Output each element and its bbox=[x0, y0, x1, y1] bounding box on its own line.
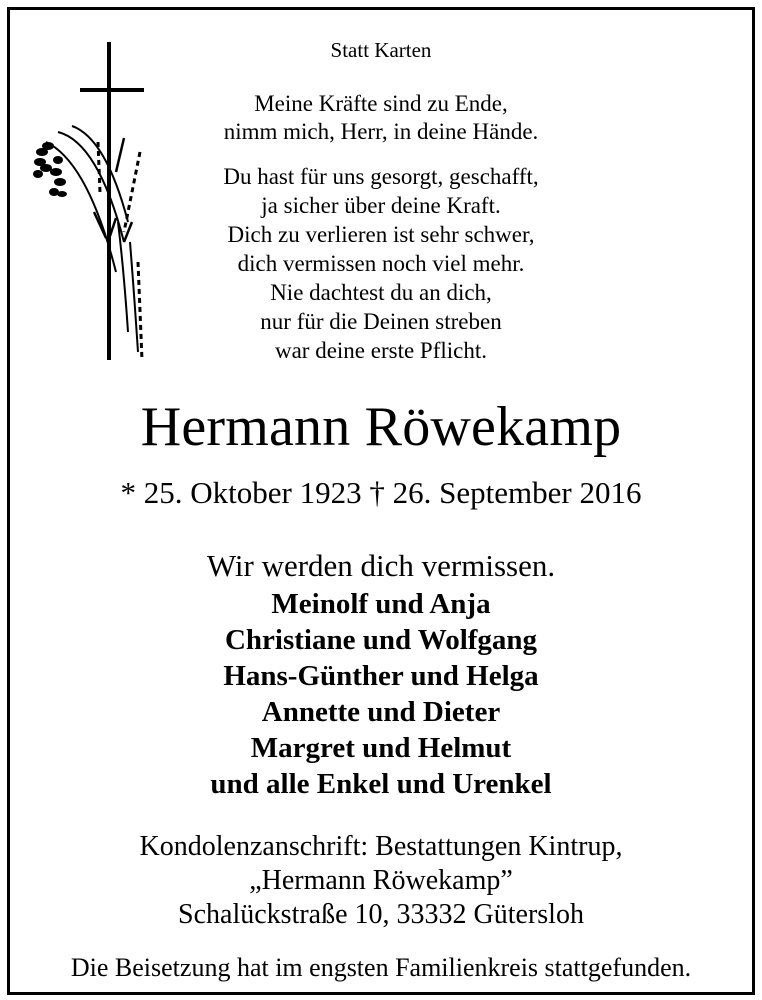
poem-line: nur für die Deinen streben bbox=[260, 309, 502, 334]
poem-line: Nie dachtest du an dich, bbox=[270, 280, 492, 305]
mourner-names: Margret und Helmut bbox=[250, 732, 512, 764]
mourner-names: Christiane und Wolfgang bbox=[224, 624, 538, 656]
statt-karten-heading: Statt Karten bbox=[330, 38, 432, 62]
mourner-names: Hans-Günther und Helga bbox=[223, 660, 539, 692]
deceased-name: Hermann Röwekamp bbox=[140, 396, 622, 458]
poem-line: Meine Kräfte sind zu Ende, bbox=[254, 91, 508, 116]
mourner-names: Annette und Dieter bbox=[261, 696, 501, 728]
poem-line: nimm mich, Herr, in deine Hände. bbox=[223, 119, 539, 144]
condolence-address: „Hermann Röwekamp” bbox=[249, 865, 513, 896]
obituary-notice bbox=[7, 7, 755, 995]
poem-line: Du hast für uns gesorgt, geschafft, bbox=[223, 164, 539, 189]
poem-line: dich vermissen noch viel mehr. bbox=[237, 251, 525, 276]
poem-line: ja sicher über deine Kraft. bbox=[261, 193, 501, 218]
mourner-names: und alle Enkel und Urenkel bbox=[210, 768, 552, 800]
condolence-address: Kondolenzanschrift: Bestattungen Kintrup, bbox=[139, 831, 623, 862]
poem-line: Dich zu verlieren ist sehr schwer, bbox=[227, 222, 535, 247]
poem-line: war deine erste Pflicht. bbox=[274, 338, 488, 363]
mourner-names: Meinolf und Anja bbox=[271, 588, 491, 620]
condolence-address: Schalückstraße 10, 33332 Gütersloh bbox=[178, 899, 584, 930]
life-dates: * 25. Oktober 1923 † 26. September 2016 bbox=[120, 475, 642, 510]
burial-notice: Die Beisetzung hat im engsten Familienkreis stattgefunden. bbox=[70, 953, 692, 982]
mourners-intro: Wir werden dich vermissen. bbox=[206, 548, 556, 583]
